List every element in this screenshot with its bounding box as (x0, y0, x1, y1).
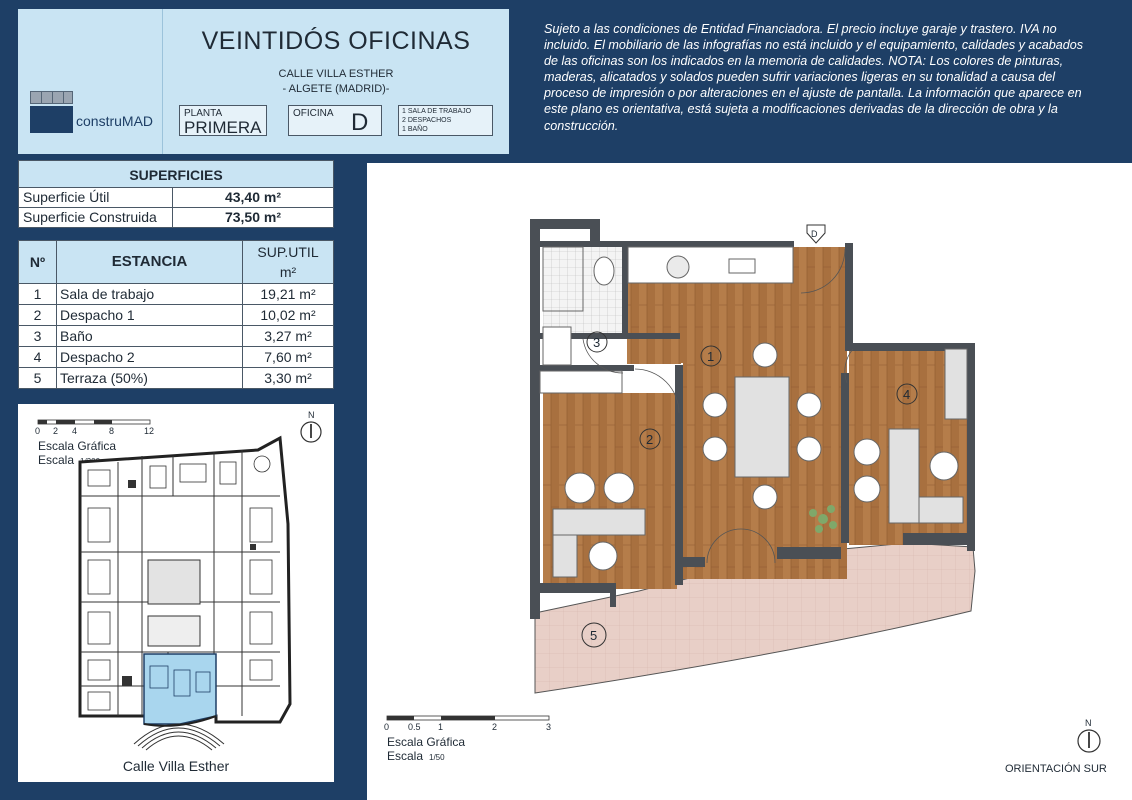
table-row (18, 284, 334, 305)
table-row (18, 208, 334, 228)
room-no: 1 (19, 284, 57, 304)
logo-panel (18, 9, 163, 154)
logo-bricks-icon (30, 91, 73, 104)
scale-tick: 0.5 (408, 722, 421, 732)
room-name: Terraza (50%) (57, 368, 243, 388)
address-city: - ALGETE (MADRID)- (282, 83, 390, 95)
superficies-heading: SUPERFICIES (18, 160, 334, 188)
room-sup: 3,27 m² (264, 328, 312, 344)
header-card (18, 9, 509, 154)
table-row (18, 305, 334, 326)
table-row (18, 188, 334, 208)
oficina-box (288, 105, 382, 136)
project-title: VEINTIDÓS OFICINAS (201, 27, 471, 55)
scale-tick: 4 (72, 426, 78, 436)
desc-line: 1 SALA DE TRABAJO (402, 108, 472, 115)
scale-ratio: 1/50 (429, 753, 445, 762)
logo-text: construMAD (76, 113, 154, 129)
room-no: 4 (19, 347, 57, 367)
col-no-header: Nº (19, 241, 57, 283)
table-row (18, 326, 334, 347)
scale-label: Escala (387, 749, 424, 763)
col-name-header: ESTANCIA (57, 241, 243, 283)
key-plan-drawing (18, 404, 334, 782)
superficies-table (18, 160, 334, 228)
title-panel (163, 9, 509, 154)
room-number-3: 3 (593, 335, 601, 350)
superficie-value: 73,50 m² (224, 209, 282, 225)
estancias-header (18, 240, 334, 284)
desc-line: 2 DESPACHOS (402, 117, 452, 124)
scale-tick: 0 (35, 426, 41, 436)
oficina-label: OFICINA (293, 108, 334, 119)
office-description (398, 105, 493, 136)
planta-box (179, 105, 267, 136)
room-name: Despacho 2 (57, 347, 243, 367)
scale-tick: 1 (438, 722, 444, 732)
floor-plan-drawing (367, 163, 1132, 800)
street-label: Calle Villa Esther (122, 758, 230, 774)
scale-tick: 2 (492, 722, 498, 732)
room-no: 5 (19, 368, 57, 388)
scale-title: Escala Gráfica (38, 439, 117, 453)
estancias-table (18, 240, 334, 389)
north-label: N (1085, 718, 1092, 728)
office-floor-plan (367, 163, 1132, 800)
oficina-value: D (351, 109, 369, 136)
room-number-4: 4 (903, 387, 911, 402)
entrance-label: D (811, 229, 818, 239)
room-sup: 7,60 m² (264, 349, 312, 365)
desc-line: 1 BAÑO (402, 126, 428, 133)
scale-tick: 2 (53, 426, 59, 436)
address-street: CALLE VILLA ESTHER (278, 68, 394, 80)
scale-tick: 8 (109, 426, 115, 436)
room-number-1: 1 (707, 349, 715, 364)
scale-tick: 12 (144, 426, 155, 436)
superficie-label: Superficie Útil (19, 188, 173, 207)
col-sup-line2: m² (279, 264, 297, 280)
room-sup: 19,21 m² (260, 286, 316, 302)
superficie-label: Superficie Construida (19, 208, 173, 227)
legal-notice: Sujeto a las condiciones de Entidad Financiadora. El precio incluye garaje y trastero. IVA no incluido. El mobiliario de las infografías no está incluido y el equipamiento, calidades y acabados de las oficinas son los indicados en la memoria de calidades. NOTA: Los colores de pinturas, maderas, alicatados y solados pueden sufrir variaciones ligeras en su tonalidad a causa del proceso de impresión o por alteraciones en el ajuste de pantalla. La información que aparece en este plano es orientativa, está sujeta a modificaciones derivadas de la dirección de obra y la construcción. (544, 22, 1084, 133)
room-name: Sala de trabajo (57, 284, 243, 304)
table-row (18, 347, 334, 368)
scale-tick: 3 (546, 722, 552, 732)
building-key-plan (18, 404, 334, 782)
col-sup-line1: SUP.UTIL (257, 244, 319, 260)
scale-title: Escala Gráfica (387, 735, 466, 749)
room-no: 2 (19, 305, 57, 325)
room-no: 3 (19, 326, 57, 346)
room-number-5: 5 (590, 628, 598, 643)
planta-value: PRIMERA (184, 118, 262, 137)
scale-label: Escala (38, 453, 75, 467)
room-number-2: 2 (646, 432, 654, 447)
room-name: Despacho 1 (57, 305, 243, 325)
scale-tick: 0 (384, 722, 390, 732)
logo-block-icon (30, 106, 73, 133)
room-name: Baño (57, 326, 243, 346)
room-sup: 3,30 m² (264, 370, 312, 386)
superficie-value: 43,40 m² (224, 189, 282, 205)
table-row (18, 368, 334, 389)
planta-label: PLANTA (184, 108, 223, 119)
north-label: N (308, 410, 315, 420)
col-sup-header (243, 241, 333, 283)
highlighted-office-d (144, 654, 216, 724)
room-sup: 10,02 m² (260, 307, 316, 323)
orientation-label: ORIENTACIÓN SUR (1005, 763, 1107, 775)
